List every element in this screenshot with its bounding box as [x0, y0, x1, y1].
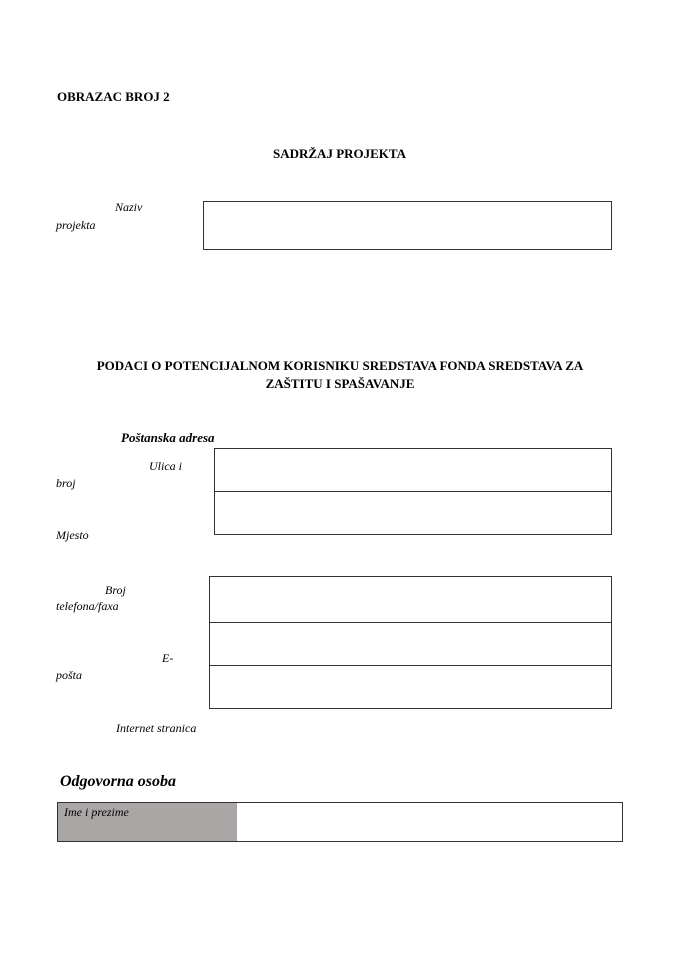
document-title: SADRŽAJ PROJEKTA	[272, 146, 407, 161]
section-title	[55, 357, 625, 393]
section-title-line1: PODACI O POTENCIJALNOM KORISNIKU SREDSTAVA FONDA SREDSTAVA ZA	[96, 358, 584, 373]
street-label-line1: Ulica i	[149, 459, 182, 473]
responsible-person-name-label: Ime i prezime	[57, 802, 238, 842]
website-field[interactable]	[209, 665, 612, 709]
phone-field[interactable]	[209, 576, 612, 623]
postal-address-heading: Poštanska adresa	[121, 430, 215, 445]
email-label-line2: pošta	[56, 668, 83, 682]
responsible-person-name-field[interactable]	[237, 802, 623, 842]
website-label: Internet stranica	[116, 721, 197, 735]
place-label: Mjesto	[56, 528, 89, 542]
project-name-label-line1: Naziv	[115, 200, 143, 214]
form-number: OBRAZAC BROJ 2	[57, 89, 170, 104]
email-field[interactable]	[209, 622, 612, 666]
phone-label-line1: Broj	[105, 583, 126, 597]
section-title-line2: ZAŠTITU I SPAŠAVANJE	[265, 376, 415, 391]
responsible-person-heading: Odgovorna osoba	[60, 773, 177, 790]
email-label-line1: E-	[162, 651, 174, 665]
street-field[interactable]	[214, 448, 612, 492]
project-name-field[interactable]	[203, 201, 612, 250]
street-label-line2: broj	[56, 476, 76, 490]
place-field[interactable]	[214, 491, 612, 535]
project-name-label-line2: projekta	[56, 218, 96, 232]
phone-label-line2: telefona/faxa	[56, 599, 119, 613]
